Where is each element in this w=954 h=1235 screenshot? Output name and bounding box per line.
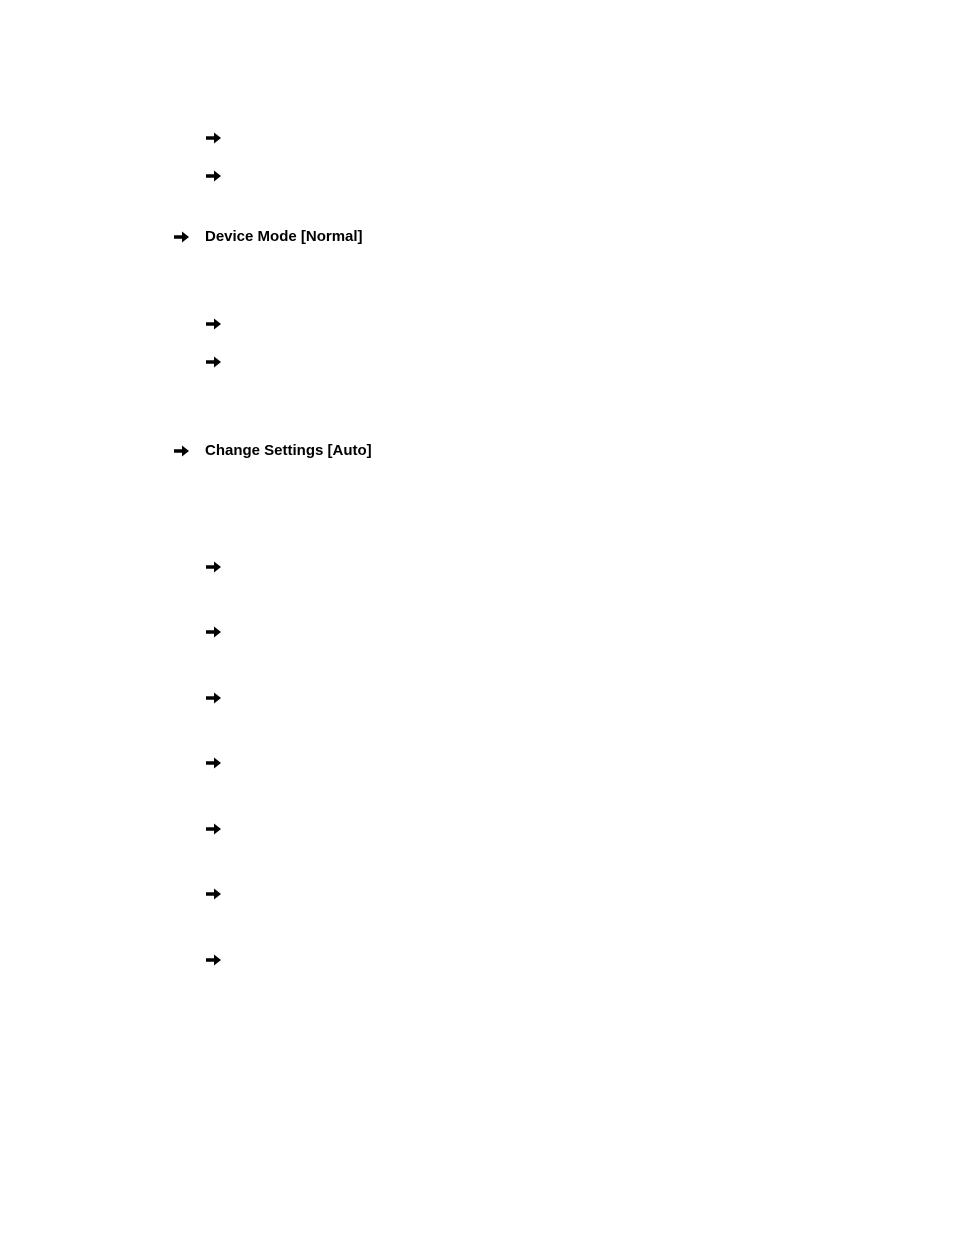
option-item: [204, 687, 224, 709]
right-arrow-icon: [204, 168, 224, 184]
option-item: [204, 127, 224, 149]
right-arrow-icon: [204, 130, 224, 146]
option-item: [204, 752, 224, 774]
right-arrow-icon: [204, 821, 224, 837]
right-arrow-icon: [204, 886, 224, 902]
option-item: [204, 165, 224, 187]
option-item: [204, 351, 224, 373]
option-item: [204, 883, 224, 905]
setting-heading-device-mode: [172, 226, 363, 248]
setting-heading-label: Change Settings [Auto]: [205, 442, 372, 459]
option-item: [204, 621, 224, 643]
right-arrow-icon: [204, 624, 224, 640]
right-arrow-icon: [204, 559, 224, 575]
right-arrow-icon: [204, 690, 224, 706]
right-arrow-icon: [172, 229, 192, 245]
right-arrow-icon: [204, 316, 224, 332]
right-arrow-icon: [172, 443, 192, 459]
right-arrow-icon: [204, 354, 224, 370]
setting-heading-label: Device Mode [Normal]: [205, 228, 363, 245]
right-arrow-icon: [204, 952, 224, 968]
right-arrow-icon: [204, 755, 224, 771]
option-item: [204, 313, 224, 335]
option-item: [204, 556, 224, 578]
setting-heading-change-settings: [172, 440, 372, 462]
option-item: [204, 949, 224, 971]
option-item: [204, 818, 224, 840]
